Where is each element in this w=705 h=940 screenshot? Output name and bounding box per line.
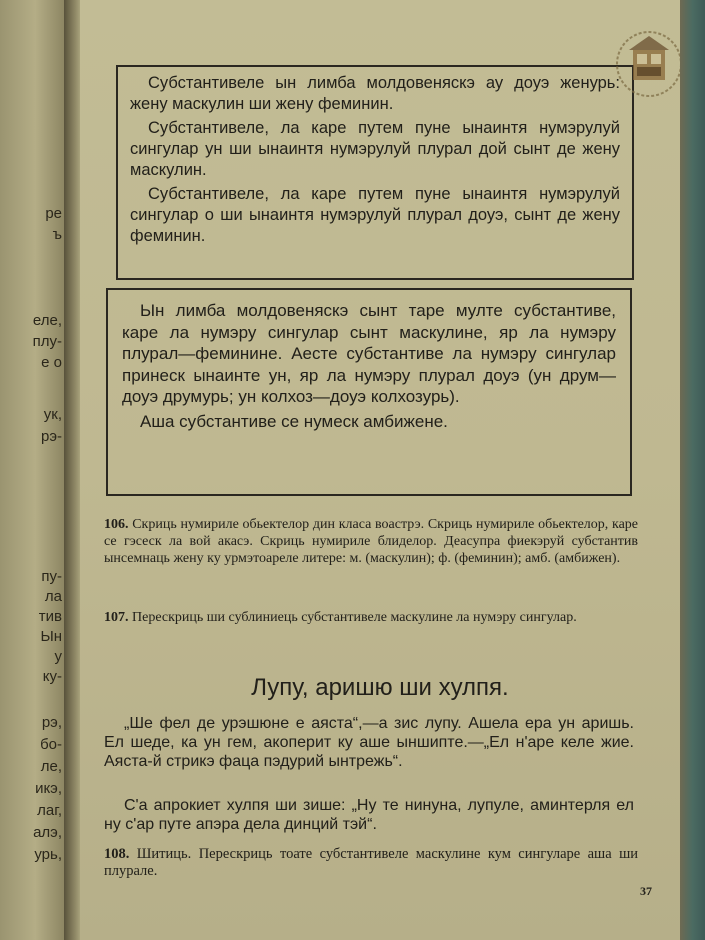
left-page-fragment: бо- <box>40 736 62 753</box>
exercise-107 <box>104 609 638 626</box>
rule-paragraph: Субстантивеле ын лимба молдовеняскэ ау доуэ женурь: жену маскулин ши жену феминин. <box>130 74 620 113</box>
exercise-number: 107. <box>104 610 129 625</box>
left-page-fragment: тив <box>38 608 62 625</box>
left-page-fragment: Ын <box>40 628 62 645</box>
left-page-fragment: ла <box>44 588 62 605</box>
story-title: Лупу, аришю ши хулпя. <box>251 674 509 701</box>
exercise-108 <box>104 846 638 880</box>
book-gutter <box>64 0 80 940</box>
left-page-fragment: пу- <box>41 568 62 585</box>
left-page-fragment: рэ- <box>41 428 62 445</box>
rule-paragraph: Ын лимба молдовеняскэ сынт таре мулте субстантиве, каре ла нумэру сингулар сынт маскулине, яр ла нумэру плурал—феминине. Аесте субстантиве ла нумэру сингулар принеск ынаинте ун, яр ла нумэру плурал доуэ (ун друм—доуэ друмурь; ун колхоз—доуэ колхозурь). <box>122 301 616 406</box>
left-page-fragment: урь, <box>34 846 62 863</box>
rule-paragraph: Аша субстантиве се нумеск амбижене. <box>140 411 448 431</box>
left-page-fragment: алэ, <box>33 824 62 841</box>
left-page-fragment: ук, <box>43 406 62 423</box>
page-number: 37 <box>640 884 652 898</box>
rule-box-genders <box>116 65 634 280</box>
left-page-edge <box>0 0 64 940</box>
left-page-fragment: плу- <box>32 333 62 350</box>
left-page-fragment: лаг, <box>37 802 62 819</box>
rule-paragraph: Субстантивеле, ла каре путем пуне ынаинтя нумэрулуй сингулар ун ши ынаинтя нумэрулуй плурал дой сынт де жену маскулин. <box>130 119 620 179</box>
right-page-edge <box>680 0 705 940</box>
left-page-fragment: рэ, <box>41 714 62 731</box>
library-seal-icon <box>615 20 683 108</box>
exercise-106 <box>104 516 638 567</box>
rule-paragraph: Субстантивеле, ла каре путем пуне ынаинтя нумэрулуй сингулар о ши ынаинтя нумэрулуй плурал доуэ, сынт де жену феминин. <box>130 185 620 245</box>
left-page-fragment: икэ, <box>35 780 62 797</box>
exercise-number: 108. <box>104 846 130 862</box>
story-paragraph: С'а апрокиет хулпя ши зише: „Ну те нинуна, лупуле, аминтерля ел ну с'ар путе апэра дела динций тэй“. <box>104 797 634 833</box>
exercise-number: 106. <box>104 517 129 532</box>
left-page-fragment: ле, <box>40 758 62 775</box>
left-page-fragment: у <box>54 648 62 665</box>
rule-box-ambigenous <box>106 288 632 496</box>
book-page <box>80 0 680 940</box>
exercise-text: Шитиць. Перескриць тоате субстантивеле маскулине кум сингуларе аша ши плурале. <box>104 846 638 879</box>
left-page-fragment: e о <box>41 354 62 371</box>
left-page-fragment: еле, <box>32 312 62 329</box>
story-paragraph: „Ше фел де урэшюне е аяста“,—а зис лупу. Ашела ера ун аришь. Ел шеде, ка ун гем, акоперит ку аше ыншипте.—„Ел н'аре келе жие. Аяста-й стрикэ фаца пэдурий ынтрежь“. <box>104 715 634 770</box>
exercise-text: Скриць нумириле обьектелор дин класа воастрэ. Скриць нумириле обьектелор, каре се гэсеск ла вой акасэ. Скриць нумириле блиделор. Деасупра фиекэруй субстантив ынсемнаць жену ку урмэтоареле литере: м. (маскулин); ф. (феминин); амб. (амбижен). <box>104 517 638 566</box>
left-page-fragment: ъ <box>52 226 62 243</box>
left-page-fragment: ре <box>45 205 62 222</box>
left-page-fragment: ку- <box>42 668 62 685</box>
exercise-text: Перескриць ши сублиниець субстантивеле маскулине ла нумэру сингулар. <box>132 610 577 625</box>
